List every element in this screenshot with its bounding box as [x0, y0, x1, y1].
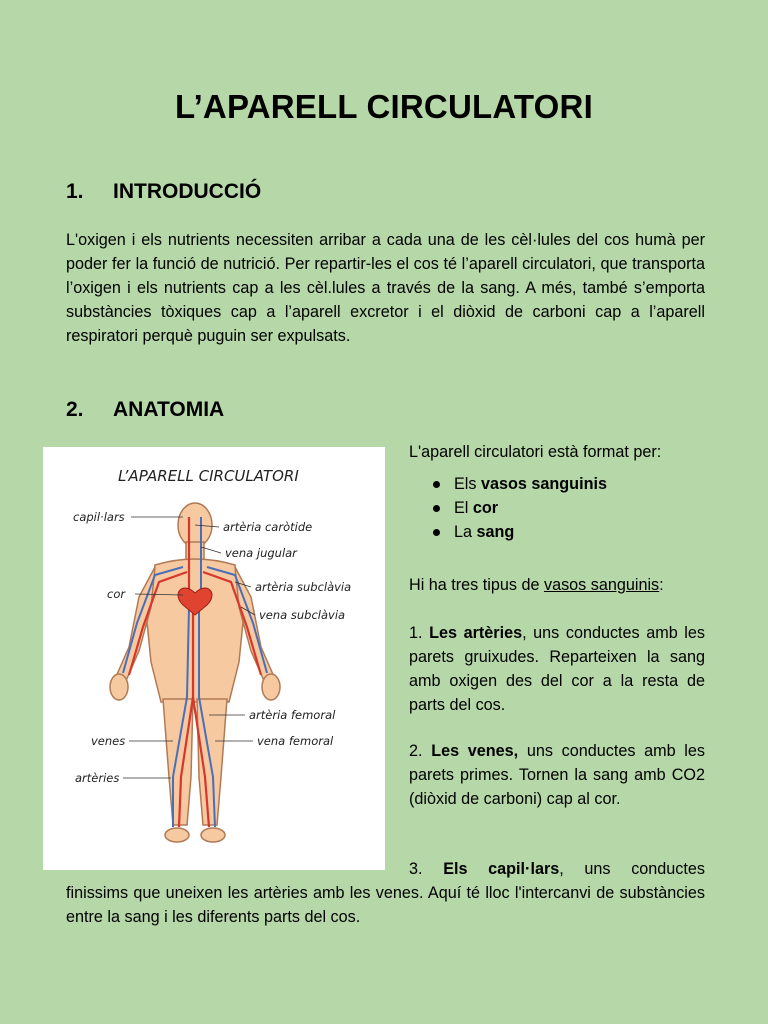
vessel-type-capillaries-continued: finissims que uneixen les artèries amb les venes. Aquí té lloc l'intercanvi de substàncies entre la sang i les diferents parts del cos. [66, 884, 705, 926]
section-title: ANATOMIA [113, 398, 225, 421]
label-cor: cor [107, 587, 126, 601]
label-vena-jugular: vena jugular [225, 546, 297, 560]
list-item: La sang [409, 520, 607, 544]
intro-paragraph: L'oxigen i els nutrients necessiten arribar a cada una de les cèl·lules del cos humà per poder fer la funció de nutrició. Per repartir-les el cos té l’aparell circulatori, que transporta l’oxigen i els nutrients cap a les cèl.lules a través de la sang. A més, també s’emporta substàncies tòxiques cap a l’aparell excretor i el diòxid de carboni cap a l’aparell respiratori perquè puguin ser expulsats. [66, 231, 705, 345]
label-arteria-subclavia: artèria subclàvia [255, 580, 352, 594]
label-vena-femoral: vena femoral [257, 734, 334, 748]
body-diagram [43, 447, 385, 870]
list-item: Els vasos sanguinis [409, 472, 607, 496]
components-intro: L'aparell circulatori està format per: [409, 443, 662, 461]
section-title: INTRODUCCIÓ [113, 180, 262, 203]
list-item: El cor [409, 496, 607, 520]
components-list [409, 472, 607, 544]
label-capillars: capil·lars [73, 510, 125, 524]
label-arteria-carotide: artèria caròtide [223, 520, 313, 534]
label-arteria-femoral: artèria femoral [249, 708, 336, 722]
illustration-title: L’APARELL CIRCULATORI [118, 467, 299, 485]
section-number: 2. [66, 398, 84, 421]
section-heading-anatomia [66, 398, 224, 422]
section-number: 1. [66, 180, 84, 203]
label-arteries: artèries [75, 771, 120, 785]
label-vena-subclavia: vena subclàvia [259, 608, 346, 622]
section-heading-introduccio [66, 180, 261, 204]
vasos-sanguinis-link: vasos sanguinis [543, 576, 660, 594]
vessel-type-capillaries: 3. Els capil·lars, uns conductes [409, 860, 705, 878]
circulatory-system-illustration [43, 447, 385, 870]
vessel-type-veins: 2. Les venes, uns conductes amb les parets primes. Tornen la sang amb CO2 (diòxid de carboni) cap al cor. [409, 742, 705, 808]
page-title: L’APARELL CIRCULATORI [175, 88, 593, 125]
label-venes: venes [91, 734, 126, 748]
vessel-type-arteries: 1. Les artèries, uns conductes amb les parets gruixudes. Reparteixen la sang amb oxigen des del cor a la resta de parts del cos. [409, 624, 706, 714]
vessel-types-intro: Hi ha tres tipus de vasos sanguinis: [409, 576, 664, 594]
